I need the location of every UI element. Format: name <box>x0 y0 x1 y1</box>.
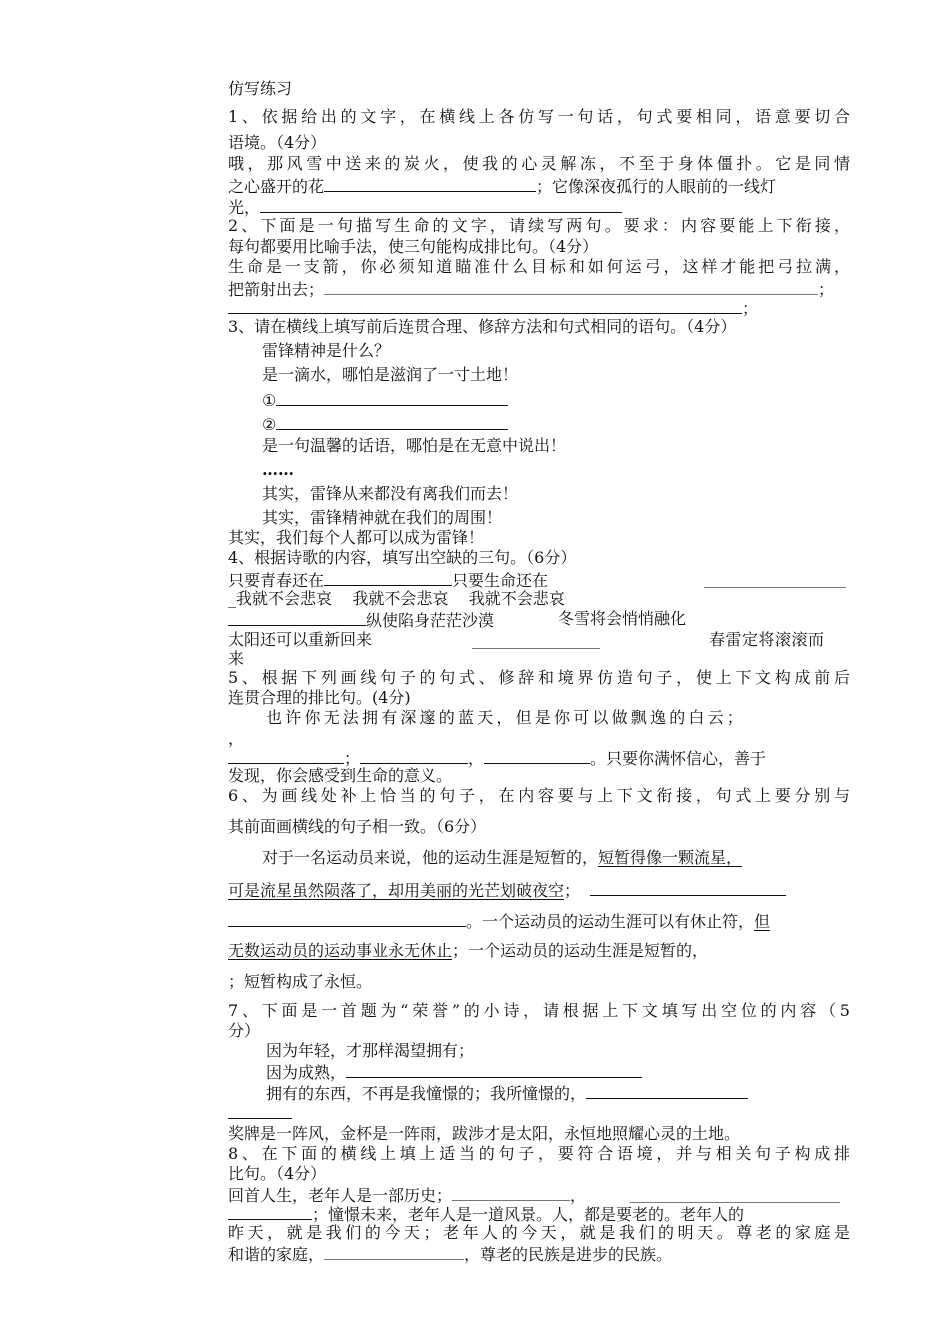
q5-line-6: 发现，你会感受到生命的意义。 <box>228 766 453 785</box>
q6-underlined-meteor: 短暂得像一颗流星， <box>598 848 743 867</box>
q6-underlined-night: 可是流星虽然陨落了，却用美丽的光芒划破夜空 <box>228 881 565 900</box>
q7-answer-blank-1[interactable] <box>346 1061 642 1078</box>
q5-answer-blank-2[interactable] <box>360 747 468 764</box>
q7-line-6 <box>228 1102 850 1124</box>
q3-line-8: 其实，雷锋从来都没有离我们而去！ <box>262 484 519 503</box>
q1-line-5 <box>228 196 850 218</box>
q7-line-2: 分） <box>228 1021 261 1040</box>
q5-text-comma: ， <box>468 749 485 768</box>
q3-line-1: 3、请在横线上填写前后连贯合理、修辞方法和句式相同的语句。（4分） <box>228 317 737 336</box>
q2-answer-blank-1[interactable] <box>324 278 818 295</box>
q6-answer-blank-1[interactable] <box>590 879 786 896</box>
q1-line-4-text-a: 之心盛开的花 <box>228 177 325 196</box>
q4-text-sun: 太阳还可以重新回来 <box>228 630 373 649</box>
q4-text-desert: 纵使陷身茫茫沙漠 <box>366 611 495 630</box>
q7-line-4 <box>266 1061 888 1083</box>
q4-answer-blank-1[interactable] <box>324 569 452 586</box>
q7-line-5 <box>266 1082 850 1104</box>
q3-ellipsis: …… <box>262 460 294 479</box>
q8-line-4 <box>228 1203 850 1225</box>
q8-text-family: 和谐的家庭， <box>228 1245 325 1264</box>
q4-line-1: 4、根据诗歌的内容，填写出空缺的三句。（6分） <box>228 548 577 567</box>
q3-blank-line-1 <box>262 389 884 411</box>
q1-line-5-text: 光， <box>228 198 261 217</box>
q2-line-1: 2、下面是一句描写生命的文字，请续写两句。要求：内容要能上下衔接， <box>228 216 850 235</box>
q5-answer-blank-1[interactable] <box>228 747 344 764</box>
q1-line-3: 哦，那风雪中送来的炭火，使我的心灵解冻，不至于身体僵扑。它是同情 <box>228 154 850 173</box>
q2-answer-blank-2[interactable] <box>228 297 742 314</box>
q2-line-5 <box>228 297 850 319</box>
q2-line-5-end: ； <box>742 299 759 318</box>
q8-line-6 <box>228 1243 850 1265</box>
q8-line-2: 比句。（4分） <box>228 1164 327 1183</box>
q4-answer-blank-2[interactable] <box>704 571 846 588</box>
q4-line-6: 来 <box>228 649 245 668</box>
q3-line-10: 其实，我们每个人都可以成为雷锋！ <box>228 528 485 547</box>
q6-line-3 <box>262 848 850 870</box>
q7-answer-blank-3[interactable] <box>228 1102 292 1119</box>
q6-line-1: 6、为画线处补上恰当的句子，在内容要与上下文衔接，句式上要分别与 <box>228 786 850 805</box>
q8-text-scenery: ；憧憬未来，老年人是一道风景。人，都是要老的。老年人的 <box>312 1205 745 1224</box>
q6-underlined-but: 但 <box>754 912 771 931</box>
q8-line-1: 8、在下面的横线上填上适当的句子，要符合语境，并与相关句子构成排 <box>228 1144 850 1163</box>
q1-line-4 <box>228 175 850 197</box>
q4-text-snow: 冬雪将会悄悄融化 <box>558 609 687 628</box>
q8-line-5: 昨天，就是我们的今天；老年人的今天，就是我们的明天。尊老的家庭是 <box>228 1223 850 1242</box>
q6-line-7: ；短暂构成了永恒。 <box>228 972 373 991</box>
q7-text-longing: 拥有的东西，不再是我憧憬的；我所憧憬的， <box>266 1084 587 1103</box>
q4-text-thunder: 春雷定将滚滚而 <box>709 630 825 649</box>
q8-answer-blank-4[interactable] <box>324 1243 464 1260</box>
q5-text-semicolon: ； <box>344 749 361 768</box>
q2-line-3: 生命是一支箭，你必须知道瞄准什么目标和如何运弓，这样才能把弓拉满， <box>228 257 850 276</box>
q6-line-4 <box>228 879 850 901</box>
q3-line-9: 其实，雷锋精神就在我们的周围！ <box>262 508 503 527</box>
q4-text-sad-1: _我就不会悲哀 <box>228 589 333 608</box>
q1-line-1: 1、依据给出的文字，在横线上各仿写一句话，句式要相同，语意要切合 <box>228 107 850 126</box>
q3-line-6: 是一句温馨的话语，哪怕是在无意中说出！ <box>262 436 567 455</box>
q6-line-2: 其前面画横线的句子相一致。（6分） <box>228 817 487 836</box>
q4-line-4 <box>228 609 850 631</box>
q6-text-short: ；一个运动员的运动生涯是短暂的， <box>452 941 709 960</box>
q6-answer-blank-2[interactable] <box>228 910 466 927</box>
q6-text-athlete: 对于一名运动员来说，他的运动生涯是短暂的， <box>262 848 599 867</box>
q4-text-sad-2: 我就不会悲哀 <box>352 589 449 608</box>
q6-line-5 <box>228 910 850 932</box>
q4-line-2 <box>228 569 850 591</box>
q6-line-6 <box>228 941 850 963</box>
q3-marker-1: ① <box>262 391 277 410</box>
q2-line-2: 每句都要用比喻手法，使三句能构成排比句。（4分） <box>228 237 599 256</box>
q8-text-comma: ， <box>570 1186 587 1205</box>
q7-line-3: 因为年轻，才那样渴望拥有； <box>266 1041 475 1060</box>
q3-answer-blank-2[interactable] <box>276 413 508 430</box>
q5-text-rest: 。只要你满怀信心，善于 <box>590 749 767 768</box>
q8-answer-blank-2[interactable] <box>630 1186 840 1203</box>
q4-text-sad-3: 我就不会悲哀 <box>468 589 565 608</box>
q7-text-mature: 因为成熟， <box>266 1063 347 1082</box>
q4-answer-blank-3[interactable] <box>228 609 366 626</box>
q3-blank-line-2 <box>262 413 884 435</box>
q5-line-4: ， <box>228 729 245 748</box>
q3-line-3: 是一滴水，哪怕是滋润了一寸土地！ <box>262 365 519 384</box>
q1-line-2: 语境。（4分） <box>228 133 327 152</box>
q7-line-7: 奖牌是一阵风，金杯是一阵雨，跋涉才是太阳，永恒地照耀心灵的土地。 <box>228 1124 741 1143</box>
q3-marker-2: ② <box>262 415 277 434</box>
q4-text-life: 只要生命还在 <box>452 571 549 590</box>
q1-line-4-text-b: ；它像深夜孤行的人眼前的一线灯 <box>536 177 777 196</box>
q3-line-2: 雷锋精神是什么？ <box>262 341 391 360</box>
q5-line-3: 也许你无法拥有深邃的蓝天，但是你可以做飘逸的白云； <box>266 708 747 727</box>
q4-line-3 <box>228 589 850 611</box>
q8-text-history: 回首人生，老年人是一部历史； <box>228 1186 453 1205</box>
q7-line-1: 7、下面是一首题为“荣誉”的小诗，请根据上下文填写出空位的内容（5 <box>228 1001 850 1020</box>
q1-answer-blank-2[interactable] <box>260 196 622 213</box>
q6-underlined-career: 无数运动员的运动事业永无休止 <box>228 941 453 960</box>
doc-title: 仿写练习 <box>228 79 293 98</box>
q6-text-rest: 。一个运动员的运动生涯可以有休止符， <box>466 912 755 931</box>
q8-answer-blank-3[interactable] <box>228 1203 312 1220</box>
q2-line-4-text: 把箭射出去； <box>228 280 325 299</box>
q4-answer-blank-4[interactable] <box>472 632 600 649</box>
q2-line-4-end: ； <box>818 280 835 299</box>
q7-answer-blank-2[interactable] <box>586 1082 748 1099</box>
q1-answer-blank-1[interactable] <box>324 175 536 192</box>
q5-answer-blank-3[interactable] <box>484 747 590 764</box>
q4-text-youth: 只要青春还在 <box>228 571 325 590</box>
q8-text-nation: ，尊老的民族是进步的民族。 <box>464 1245 673 1264</box>
q6-text-semicolon: ； <box>564 881 581 900</box>
q8-answer-blank-1[interactable] <box>452 1184 570 1201</box>
q5-line-2: 连贯合理的排比句。(4分) <box>228 688 411 707</box>
q5-line-1: 5、根据下列画线句子的句式、修辞和境界仿造句子，使上下文构成前后 <box>228 668 850 687</box>
q3-answer-blank-1[interactable] <box>276 389 508 406</box>
